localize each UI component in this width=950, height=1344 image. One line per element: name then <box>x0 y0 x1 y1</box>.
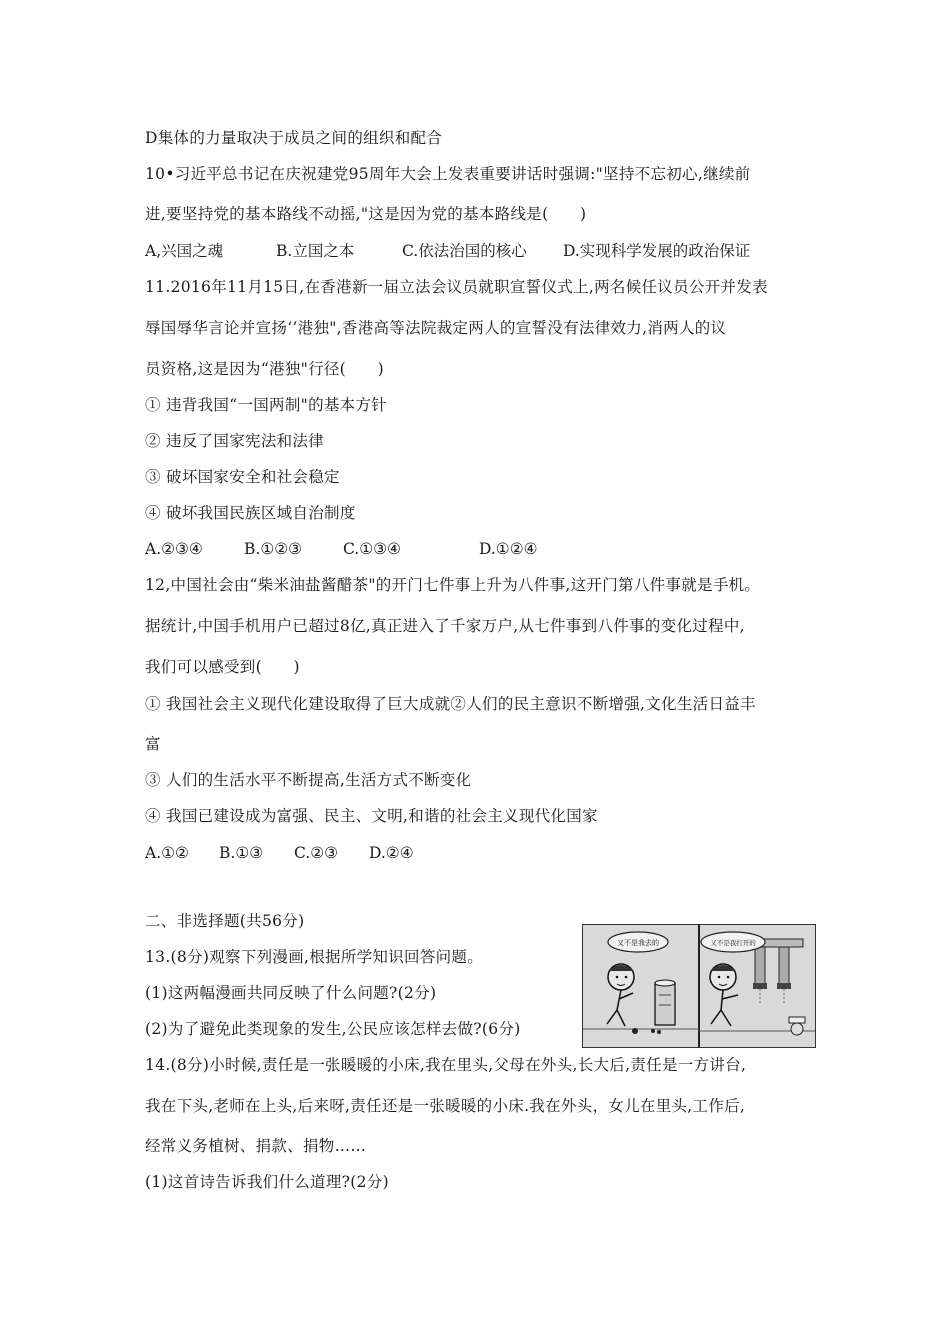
q12-option-b: B.①③ <box>219 844 264 862</box>
q14-stem-line-3: 经常义务植树、捐款、捐物…… <box>145 1137 367 1155</box>
right-bubble-text: 又不是我打开的 <box>710 939 756 947</box>
q11-option-d: D.①②④ <box>479 540 538 558</box>
left-bubble-text: 又不是我去的 <box>617 939 659 947</box>
q13-sub-2: (2)为了避免此类现象的发生,公民应该怎样去做?(6分) <box>145 1020 521 1038</box>
q11-stem-line-2: 辱国辱华言论并宣扬‘’港独",香港高等法院裁定两人的宣誓没有法律效力,消两人的议 <box>145 319 727 337</box>
q13-stem: 13.(8分)观察下列漫画,根据所学知识回答问题。 <box>145 948 484 966</box>
section-title: 二、非选择题(共56分) <box>145 912 305 930</box>
q11-item-2: ② 违反了国家宪法和法律 <box>145 432 325 450</box>
q10-option-d: D.实现科学发展的政治保证 <box>563 242 751 260</box>
q11-stem-line-1: 11.2016年11月15日,在香港新一届立法会议员就职宣誓仪式上,两名候任议员公开并发表 <box>145 278 768 296</box>
q12-item-1: ① 我国社会主义现代化建设取得了巨大成就②人们的民主意识不断增强,文化生活日益丰 <box>145 695 756 713</box>
q11-stem-line-3: 员资格,这是因为“港独"行径( ) <box>145 360 384 378</box>
q10-option-b: B.立国之本 <box>276 242 355 260</box>
q10-stem-line-2: 进,要坚持党的基本路线不动摇,"这是因为党的基本路线是( ) <box>145 205 587 223</box>
q10-option-a: A,兴国之魂 <box>145 242 224 260</box>
q14-stem-line-2: 我在下头,老师在上头,后来呀,责任还是一张暖暖的小床.我在外头，女儿在里头,工作后, <box>145 1097 746 1115</box>
q12-stem-line-1: 12,中国社会由“柴米油盐酱醋茶"的开门七件事上升为八件事,这开门第八件事就是手机。 <box>145 576 761 594</box>
q12-option-a: A.①② <box>145 844 189 862</box>
q11-option-b: B.①②③ <box>244 540 303 558</box>
q12-option-c: C.②③ <box>294 844 339 862</box>
q11-item-3: ③ 破坏国家安全和社会稳定 <box>145 468 340 486</box>
cartoon-image <box>582 924 816 1048</box>
q14-sub-1: (1)这首诗告诉我们什么道理?(2分) <box>145 1173 389 1191</box>
q11-option-a: A.②③④ <box>145 540 203 558</box>
q12-item-3: ③ 人们的生活水平不断提高,生活方式不断变化 <box>145 771 472 789</box>
q13-sub-1: (1)这两幅漫画共同反映了什么问题?(2分) <box>145 984 437 1002</box>
cartoon-drawing <box>583 925 815 1047</box>
q9-option-d: D集体的力量取决于成员之间的组织和配合 <box>145 129 443 147</box>
q14-stem-line-1: 14.(8分)小时候,责任是一张暖暖的小床,我在里头,父母在外头,长大后,责任是一方讲台, <box>145 1056 747 1074</box>
q12-stem-line-3: 我们可以感受到( ) <box>145 658 300 676</box>
q11-item-1: ① 违背我国“一国两制"的基本方针 <box>145 396 388 414</box>
q11-item-4: ④ 破坏我国民族区域自治制度 <box>145 504 356 522</box>
q12-option-d: D.②④ <box>369 844 414 862</box>
q12-item-1-cont: 富 <box>145 735 161 753</box>
q12-stem-line-2: 据统计,中国手机用户已超过8亿,真正进入了千家万户,从七件事到八件事的变化过程中, <box>145 617 745 635</box>
q12-item-4: ④ 我国已建设成为富强、民主、文明,和谐的社会主义现代化国家 <box>145 807 598 825</box>
q10-option-c: C.依法治国的核心 <box>402 242 527 260</box>
q10-stem-line-1: 10•习近平总书记在庆祝建党95周年大会上发表重要讲话时强调:"坚持不忘初心,继续前 <box>145 165 751 183</box>
q11-option-c: C.①③④ <box>343 540 401 558</box>
